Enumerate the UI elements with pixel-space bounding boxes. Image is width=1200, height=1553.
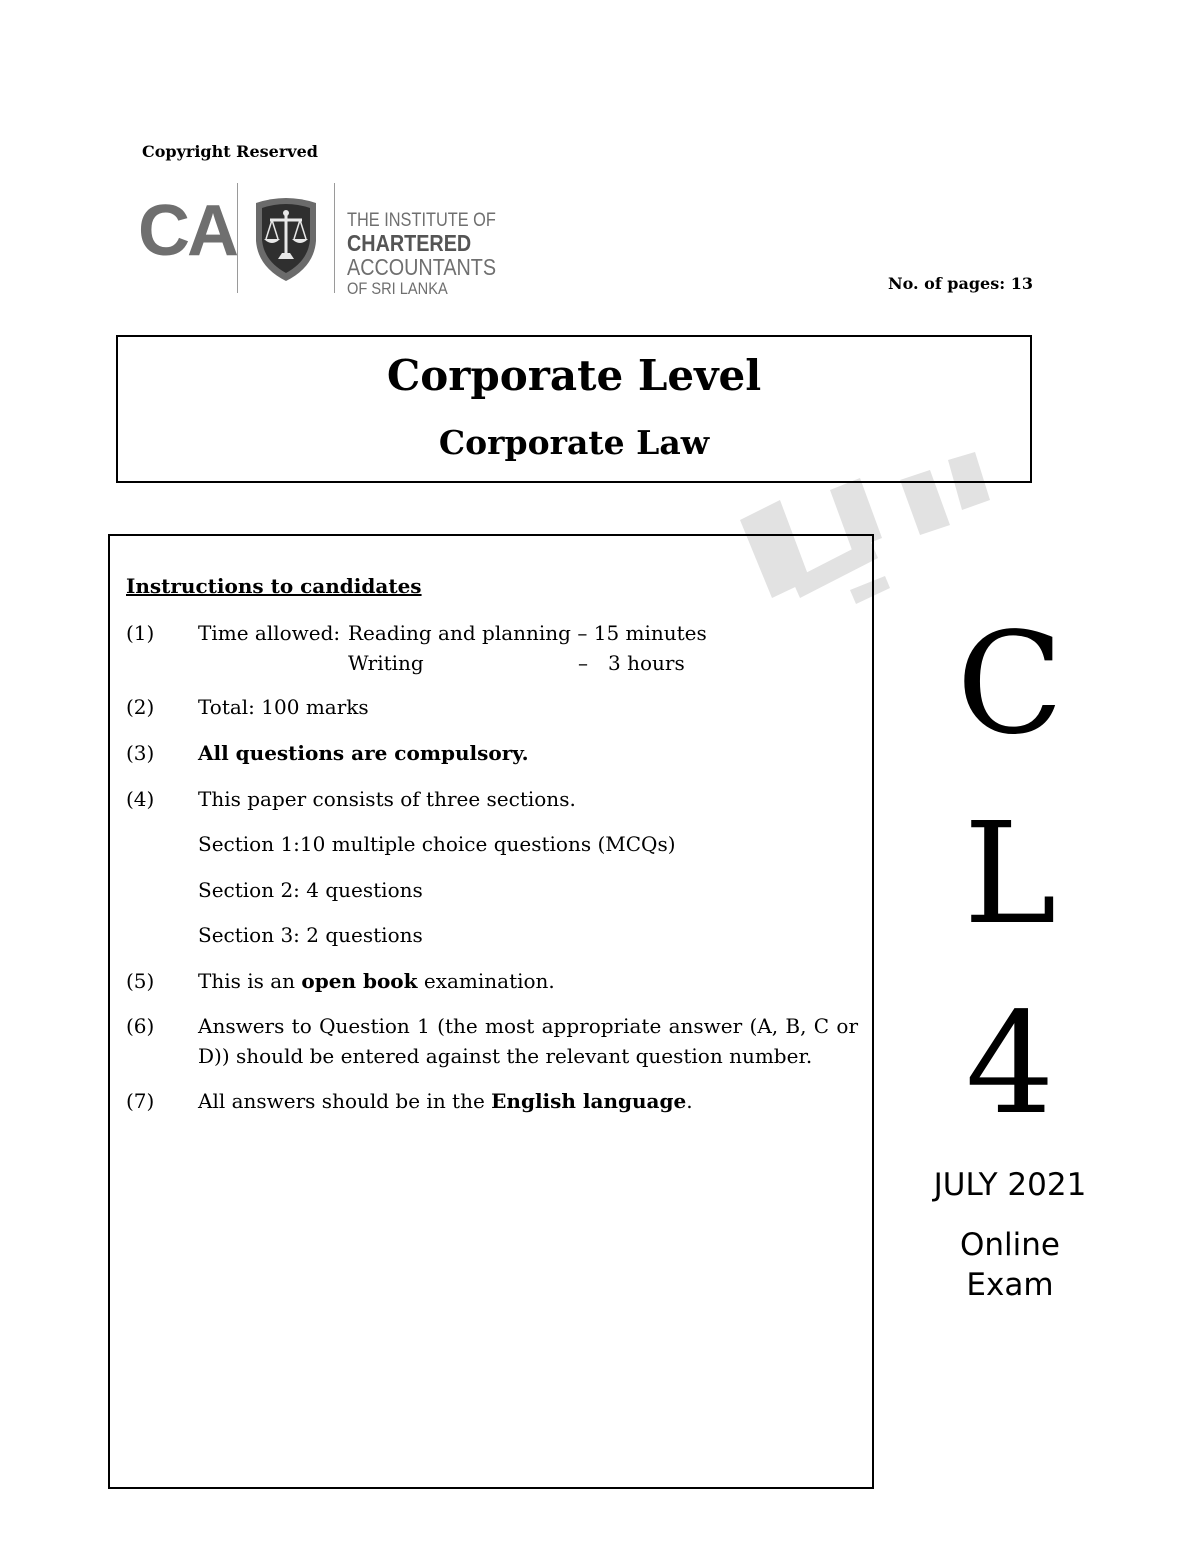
institute-name-line1: THE INSTITUTE OF <box>347 210 496 231</box>
page-count-label: No. of pages: <box>888 274 1006 293</box>
instruction-number: (2) <box>126 695 155 719</box>
copyright-notice: Copyright Reserved <box>142 142 318 161</box>
paper-code-letter-l: L <box>963 793 1057 956</box>
page-count-value: 13 <box>1010 274 1033 293</box>
writing-time-dash: – <box>578 651 588 675</box>
page-title: Corporate Level <box>386 351 762 400</box>
instruction-number: (7) <box>126 1089 155 1113</box>
open-book-emphasis: open book <box>301 969 418 993</box>
exam-session: JULY 2021 <box>933 1167 1087 1203</box>
instruction-text: This is an <box>198 969 302 993</box>
paper-code-letter-c: C <box>956 603 1064 766</box>
writing-time-value: 3 hours <box>608 651 685 675</box>
reading-time-value: – 15 minutes <box>577 621 707 645</box>
title-box <box>116 335 1032 483</box>
paper-code-number: 4 <box>965 983 1055 1146</box>
logo-divider <box>237 183 238 293</box>
logo-divider <box>334 183 335 293</box>
instruction-text: Total: 100 marks <box>198 695 369 719</box>
english-language-emphasis: English language <box>491 1089 687 1113</box>
institute-logo <box>138 183 608 298</box>
section-text: Section 1:10 multiple choice questions (MCQs) <box>198 832 676 856</box>
subject-title: Corporate Law <box>438 423 710 462</box>
section-text: Section 3: 2 questions <box>198 923 423 947</box>
time-allowed-label: Time allowed: <box>198 621 341 645</box>
instructions-box <box>108 534 874 1489</box>
instruction-text: Answers to Question 1 (the most appropriate answer (A, B, C or D)) should be entered against the relevant question number. <box>198 1014 858 1068</box>
exam-mode-line1: Online <box>960 1227 1060 1263</box>
page-count <box>888 274 1033 293</box>
instruction-text: All answers should be in the <box>198 1089 492 1113</box>
institute-name-chartered: CHARTERED <box>347 230 472 256</box>
instruction-text: . <box>686 1089 693 1113</box>
institute-name-line3: OF SRI LANKA <box>347 279 448 298</box>
writing-time-item: Writing <box>348 651 424 675</box>
instruction-text: examination. <box>417 969 555 993</box>
section-text: Section 2: 4 questions <box>198 878 423 902</box>
logo-abbreviation: CA <box>138 191 236 271</box>
exam-mode-line2: Exam <box>966 1267 1054 1303</box>
institute-name-accountants: ACCOUNTANTS <box>347 254 497 280</box>
reading-time-item: Reading and planning <box>348 621 571 645</box>
scales-of-justice-shield-icon <box>250 193 322 283</box>
instruction-number: (4) <box>126 787 155 811</box>
instructions-heading: Instructions to candidates <box>126 574 422 598</box>
instruction-text: All questions are compulsory. <box>198 741 529 765</box>
instruction-number: (1) <box>126 621 155 645</box>
instruction-text: This paper consists of three sections. <box>198 787 576 811</box>
instruction-number: (6) <box>126 1014 155 1038</box>
institute-name <box>347 210 571 298</box>
instruction-number: (3) <box>126 741 155 765</box>
instruction-number: (5) <box>126 969 155 993</box>
